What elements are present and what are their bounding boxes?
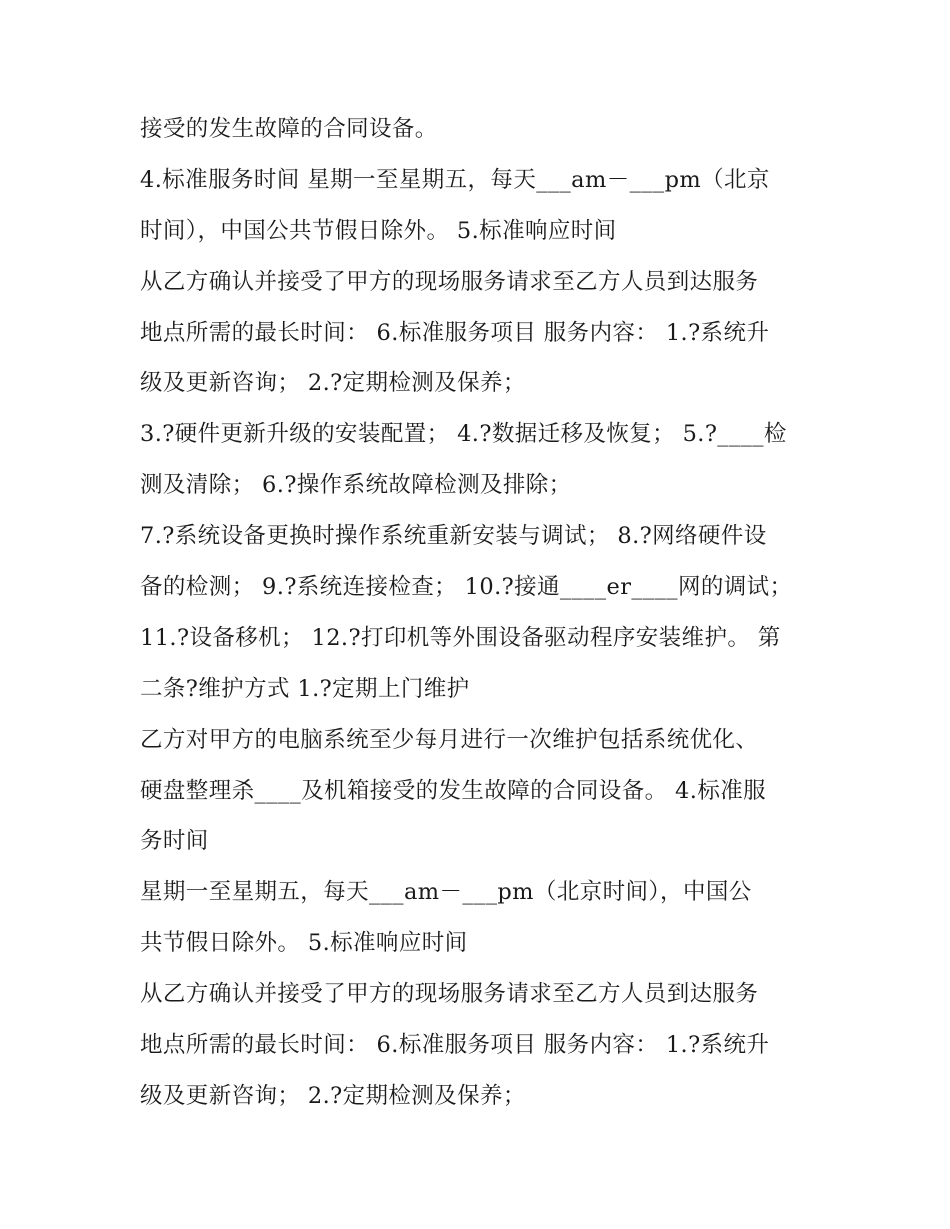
- text-line: 3.?硬件更新升级的安装配置； 4.?数据迁移及恢复； 5.?____检: [140, 421, 787, 448]
- text-line: 地点所需的最长时间： 6.标准服务项目 服务内容： 1.?系统升: [140, 1032, 770, 1059]
- text-line: 7.?系统设备更换时操作系统重新安装与调试； 8.?网络硬件设: [140, 523, 767, 550]
- text-line: 11.?设备移机； 12.?打印机等外围设备驱动程序安装维护。 第: [140, 624, 781, 651]
- text-line: 从乙方确认并接受了甲方的现场服务请求至乙方人员到达服务: [140, 981, 759, 1008]
- text-line: 乙方对甲方的电脑系统至少每月进行一次维护包括系统优化、: [140, 726, 759, 753]
- text-line: 共节假日除外。 5.标准响应时间: [140, 930, 468, 957]
- document-body: [140, 104, 830, 1122]
- text-line: 务时间: [140, 828, 209, 855]
- text-line: 从乙方确认并接受了甲方的现场服务请求至乙方人员到达服务: [140, 268, 759, 295]
- text-line: 地点所需的最长时间： 6.标准服务项目 服务内容： 1.?系统升: [140, 319, 770, 346]
- text-line: 星期一至星期五，每天___am－___pm（北京时间），中国公: [140, 879, 752, 906]
- text-line: 4.标准服务时间 星期一至星期五，每天___am－___pm（北京: [140, 166, 770, 193]
- text-line: 备的检测； 9.?系统连接检查； 10.?接通____er____网的调试；: [140, 574, 793, 601]
- text-line: 测及清除； 6.?操作系统故障检测及排除；: [140, 472, 572, 499]
- text-line: 接受的发生故障的合同设备。: [140, 116, 438, 142]
- text-line: 级及更新咨询； 2.?定期检测及保养；: [140, 370, 526, 397]
- text-line: 级及更新咨询； 2.?定期检测及保养；: [140, 1082, 526, 1109]
- text-line: 时间），中国公共节假日除外。 5.标准响应时间: [140, 217, 617, 244]
- text-line: 二条?维护方式 1.?定期上门维护: [140, 675, 470, 702]
- text-line: 硬盘整理杀____及机箱接受的发生故障的合同设备。 4.标准服: [140, 777, 767, 804]
